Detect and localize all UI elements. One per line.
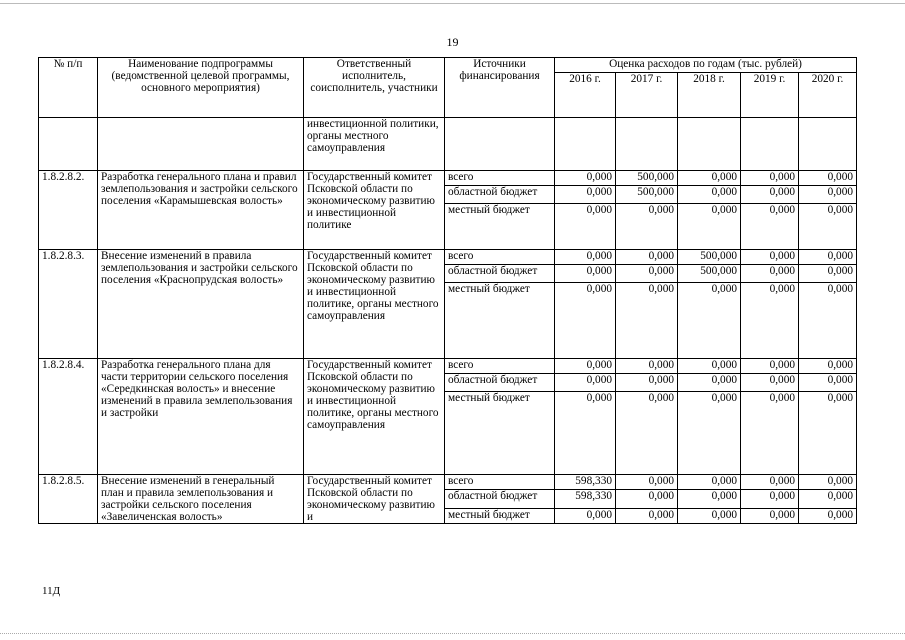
funding-source: всего: [445, 250, 555, 265]
expense-value: 0,000: [741, 186, 799, 204]
table-row: [39, 171, 857, 186]
cont-name: [98, 118, 304, 171]
expense-value: 0,000: [678, 283, 741, 359]
expense-value: 0,000: [616, 204, 678, 250]
expense-value: 0,000: [741, 250, 799, 265]
header-year: 2018 г.: [678, 73, 741, 118]
expense-value: 0,000: [741, 204, 799, 250]
expense-value: 0,000: [741, 171, 799, 186]
expense-value: 0,000: [616, 250, 678, 265]
expense-value: 0,000: [555, 204, 616, 250]
header-year: 2019 г.: [741, 73, 799, 118]
expense-value: 0,000: [678, 490, 741, 508]
expense-value: 0,000: [555, 265, 616, 283]
row-resp: Государственный комитет Псковской области по экономическому развитию и инвестиционной политике, органы местного самоуправления: [304, 250, 445, 359]
cont-value: [799, 118, 857, 171]
expense-value: 0,000: [741, 283, 799, 359]
expense-value: 0,000: [555, 171, 616, 186]
expense-value: 0,000: [799, 490, 857, 508]
top-rule: [0, 3, 905, 4]
expense-value: 0,000: [616, 508, 678, 523]
expense-value: 0,000: [616, 283, 678, 359]
expense-value: 0,000: [741, 475, 799, 490]
funding-source: местный бюджет: [445, 392, 555, 475]
expense-value: 598,330: [555, 490, 616, 508]
expense-value: 500,000: [678, 265, 741, 283]
row-num: 1.8.2.8.2.: [39, 171, 98, 250]
cont-src: [445, 118, 555, 171]
header-num: № п/п: [39, 58, 98, 118]
header-year: 2017 г.: [616, 73, 678, 118]
funding-source: всего: [445, 475, 555, 490]
cont-value: [555, 118, 616, 171]
table-row: [39, 475, 857, 490]
expense-value: 0,000: [678, 508, 741, 523]
expense-value: 0,000: [678, 475, 741, 490]
funding-source: местный бюджет: [445, 283, 555, 359]
row-name: Внесение изменений в правила землепользования и застройки сельского поселения «Краснопрудская волость»: [98, 250, 304, 359]
table-row: [39, 250, 857, 265]
expense-value: 0,000: [799, 250, 857, 265]
expense-value: 0,000: [555, 374, 616, 392]
bottom-rule: [0, 633, 905, 634]
expense-value: 598,330: [555, 475, 616, 490]
expense-value: 0,000: [741, 359, 799, 374]
row-resp: Государственный комитет Псковской области по экономическому развитию и инвестиционной политике: [304, 171, 445, 250]
expense-value: 0,000: [555, 250, 616, 265]
expense-value: 0,000: [616, 475, 678, 490]
row-name: Внесение изменений в генеральный план и правила землепользования и застройки сельского поселения «Завеличенская волость»: [98, 475, 304, 524]
expense-table: [38, 57, 857, 524]
expense-value: 500,000: [678, 250, 741, 265]
expense-value: 0,000: [741, 490, 799, 508]
expense-value: 0,000: [799, 392, 857, 475]
expense-value: 0,000: [555, 359, 616, 374]
expense-value: 0,000: [799, 171, 857, 186]
expense-value: 0,000: [799, 186, 857, 204]
expense-value: 0,000: [799, 475, 857, 490]
header-costs: Оценка расходов по годам (тыс. рублей): [555, 58, 857, 73]
expense-value: 0,000: [741, 392, 799, 475]
expense-value: 0,000: [678, 359, 741, 374]
funding-source: областной бюджет: [445, 186, 555, 204]
row-name: Разработка генерального плана для части территории сельского поселения «Середкинская волость» и внесение изменений в правила землепользования и застройки: [98, 359, 304, 475]
expense-value: 0,000: [799, 359, 857, 374]
funding-source: местный бюджет: [445, 508, 555, 523]
expense-value: 0,000: [741, 265, 799, 283]
header-src: Источники финансирования: [445, 58, 555, 118]
funding-source: областной бюджет: [445, 265, 555, 283]
expense-value: 0,000: [678, 186, 741, 204]
expense-value: 0,000: [799, 508, 857, 523]
header-year: 2020 г.: [799, 73, 857, 118]
funding-source: всего: [445, 171, 555, 186]
funding-source: областной бюджет: [445, 490, 555, 508]
row-num: 1.8.2.8.5.: [39, 475, 98, 524]
row-name: Разработка генерального плана и правил землепользования и застройки сельского поселения «Карамышевская волость»: [98, 171, 304, 250]
header-year: 2016 г.: [555, 73, 616, 118]
expense-value: 0,000: [555, 392, 616, 475]
row-num: 1.8.2.8.3.: [39, 250, 98, 359]
header-resp: Ответственный исполнитель, соисполнитель, участники: [304, 58, 445, 118]
row-resp: Государственный комитет Псковской области по экономическому развитию и: [304, 475, 445, 524]
cont-value: [616, 118, 678, 171]
expense-value: 0,000: [555, 283, 616, 359]
header-name: Наименование подпрограммы (ведомственной целевой программы, основного мероприятия): [98, 58, 304, 118]
expense-value: 0,000: [799, 283, 857, 359]
cont-value: [678, 118, 741, 171]
header-row-1: [39, 58, 857, 73]
expense-value: 0,000: [555, 186, 616, 204]
cont-num: [39, 118, 98, 171]
expense-value: 0,000: [678, 171, 741, 186]
row-resp: Государственный комитет Псковской области по экономическому развитию и инвестиционной политике, органы местного самоуправления: [304, 359, 445, 475]
expense-value: 0,000: [616, 265, 678, 283]
expense-value: 0,000: [799, 374, 857, 392]
expense-value: 0,000: [616, 392, 678, 475]
continuation-row: [39, 118, 857, 171]
expense-value: 0,000: [741, 508, 799, 523]
expense-value: 500,000: [616, 186, 678, 204]
expense-value: 0,000: [678, 204, 741, 250]
expense-value: 500,000: [616, 171, 678, 186]
row-num: 1.8.2.8.4.: [39, 359, 98, 475]
expense-value: 0,000: [799, 265, 857, 283]
expense-value: 0,000: [616, 490, 678, 508]
expense-value: 0,000: [616, 374, 678, 392]
footer-code: 11Д: [42, 585, 61, 597]
expense-value: 0,000: [555, 508, 616, 523]
cont-value: [741, 118, 799, 171]
funding-source: всего: [445, 359, 555, 374]
expense-value: 0,000: [741, 374, 799, 392]
expense-value: 0,000: [616, 359, 678, 374]
funding-source: местный бюджет: [445, 204, 555, 250]
table-row: [39, 359, 857, 374]
funding-source: областной бюджет: [445, 374, 555, 392]
cont-resp: инвестиционной политики, органы местного самоуправления: [304, 118, 445, 171]
expense-value: 0,000: [799, 204, 857, 250]
expense-value: 0,000: [678, 374, 741, 392]
page-number: 19: [446, 35, 459, 49]
expense-value: 0,000: [678, 392, 741, 475]
